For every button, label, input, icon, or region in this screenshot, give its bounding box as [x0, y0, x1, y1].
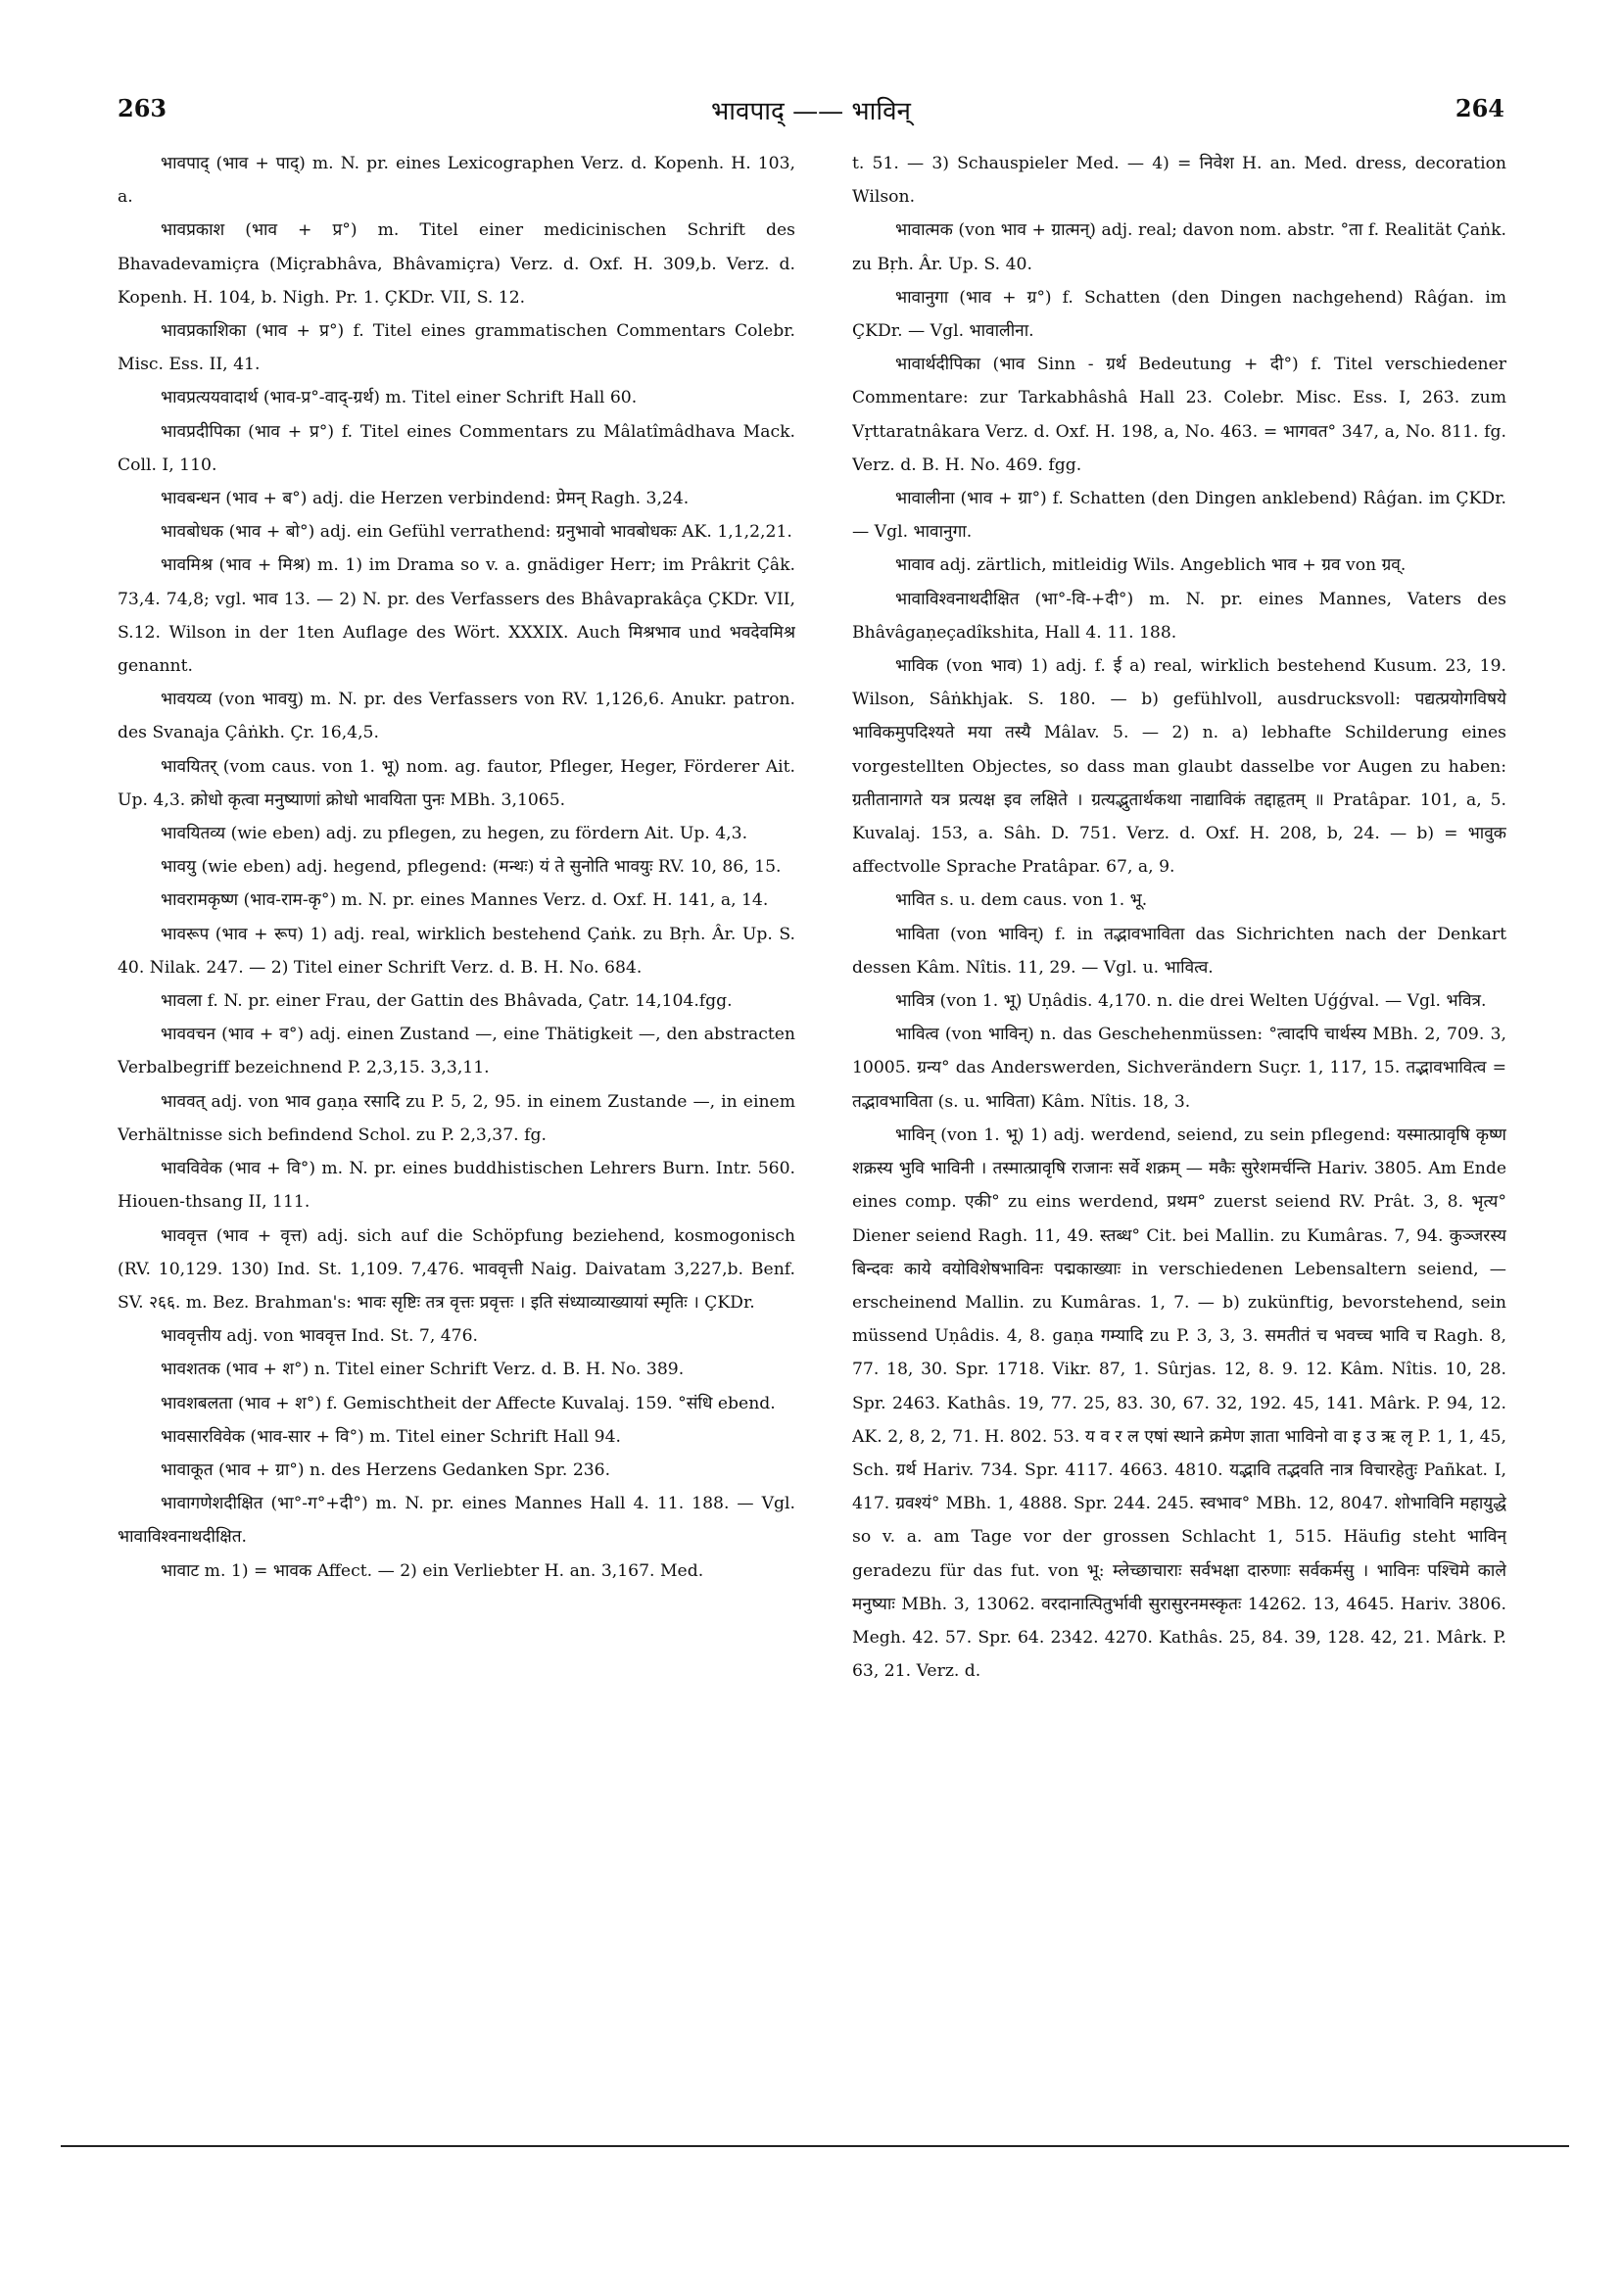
dictionary-entry: भाववृत्त (भाव + वृत्त) adj. sich auf die Schöpfung beziehend, kosmogonisch (RV. 10,129. 130) Ind. St. 1,109. 7,476. भाववृत्ती Naig. Daivatam 3,227,b. Benf. SV. २६६. m. Bez. Brahman's: भावः सृष्टिः तत्र वृत्तः प्रवृत्तः । इति संध्याव्याख्यायां स्मृतिः । ÇKDr.: [118, 1225, 795, 1313]
dictionary-entry: भावाविश्वनाथदीक्षित (भा°-वि-+दी°) m. N. pr. eines Mannes, Vaters des Bhâvâgaṇeçadîkshita, Hall 4. 11. 188.: [852, 589, 1506, 643]
dictionary-entry: भावसारविवेक (भाव-सार + वि°) m. Titel einer Schrift Hall 94.: [161, 1426, 621, 1447]
dictionary-entry: भावित s. u. dem caus. von 1. भू.: [895, 890, 1148, 911]
dictionary-entry: भावबोधक (भाव + बो°) adj. ein Gefühl verrathend: ग्रनुभावो भावबोधकः AK. 1,1,2,21.: [161, 522, 792, 543]
right-column: [852, 147, 1506, 1990]
dictionary-entry: भावयितव्य (wie eben) adj. zu pflegen, zu hegen, zu fördern Ait. Up. 4,3.: [161, 824, 748, 844]
dictionary-entry: भावप्रकाशिका (भाव + प्र°) f. Titel eines grammatischen Commentars Colebr. Misc. Ess. II, 41.: [118, 321, 795, 375]
dictionary-entry: t. 51. — 3) Schauspieler Med. — 4) = निवेश H. an. Med. dress, decoration Wilson.: [852, 154, 1506, 208]
dictionary-entry: भाववृत्तीय adj. von भाववृत्त Ind. St. 7, 476.: [161, 1326, 479, 1347]
dictionary-entry: भाववचन (भाव + व°) adj. einen Zustand —, eine Thätigkeit —, den abstracten Verbalbegriff bezeichnend P. 2,3,15. 3,3,11.: [118, 1025, 795, 1078]
dictionary-entry: भावशबलता (भाव + श°) f. Gemischtheit der Affecte Kuvalaj. 159. °संधि ebend.: [161, 1393, 776, 1413]
dictionary-entry: भाविता (von भाविन्) f. in तद्भावभाविता das Sichrichten nach der Denkart dessen Kâm. Nîtis. 11, 29. — Vgl. u. भावित्व.: [852, 924, 1506, 978]
dictionary-entry: भावाव adj. zärtlich, mitleidig Wils. Angeblich भाव + ग्रव von ग्रव्.: [895, 555, 1407, 576]
dictionary-entry: भावपाद् (भाव + पाद्) m. N. pr. eines Lexicographen Verz. d. Kopenh. H. 103, a.: [118, 154, 795, 208]
dictionary-entry: भावाकूत (भाव + ग्रा°) n. des Herzens Gedanken Spr. 236.: [161, 1459, 611, 1480]
dictionary-entry: भावबन्धन (भाव + ब°) adj. die Herzen verbindend: प्रेमन् Ragh. 3,24.: [161, 489, 690, 509]
dictionary-entry: भावाट m. 1) = भावक Affect. — 2) ein Verliebter H. an. 3,167. Med.: [161, 1560, 704, 1581]
dictionary-entry: भावालीना (भाव + ग्रा°) f. Schatten (den Dingen anklebend) Râǵan. im ÇKDr. — Vgl. भावानुगा.: [852, 489, 1506, 543]
dictionary-entry: भावयु (wie eben) adj. hegend, pflegend: (मन्थः) यं ते सुनोति भावयुः RV. 10, 86, 15.: [161, 857, 782, 878]
left-column: [118, 147, 795, 1990]
dictionary-entry: भावला f. N. pr. einer Frau, der Gattin des Bhâvada, Çatr. 14,104.fgg.: [161, 991, 733, 1012]
dictionary-entry: भाविन् (von 1. भू) 1) adj. werdend, seiend, zu sein pflegend: यस्मात्प्रावृषि कृष्ण शक्रस्य भुवि भाविनी । तस्मात्प्रावृषि राजानः सर्वे शक्रम् — मकैः सुरेशमर्चन्ति Hariv. 3805. Am Ende eines comp. एकी° zu eins werdend, प्रथम° zuerst seiend RV. Prât. 3, 8. भृत्य° Diener seiend Ragh. 11, 49. स्तब्ध° Cit. bei Mallin. zu Kumâras. 7, 94. कुञ्जरस्य बिन्दवः काये वयोविशेषभाविनः पद्मकाख्याः in verschiedenen Lebensaltern seiend, — erscheinend Mallin. zu Kumâras. 1, 7. — b) zukünftig, bevorstehend, sein müssend Uṇâdis. 4, 8. gaṇa गम्यादि zu P. 3, 3, 3. समतीतं च भवच्च भावि च Ragh. 8, 77. 18, 30. Spr. 1718. Vikr. 87, 1. Sûrjas. 12, 8. 9. 12. Kâm. Nîtis. 10, 28. Spr. 2463. Kathâs. 19, 77. 25, 83. 30, 67. 32, 192. 45, 141. Mârk. P. 94, 12. AK. 2, 8, 2, 71. H. 802. 53. य व र ल एषां स्थाने क्रमेण ज्ञाता भाविनो वा इ उ ऋ लृ P. 1, 1, 45, Sch. ग्रर्थ Hariv. 734. Spr. 4117. 4663. 4810. यद्भावि तद्भवति नात्र विचारहेतुः Pañkat. I, 417. ग्रवश्यं° MBh. 1, 4888. Spr. 244. 245. स्वभाव° MBh. 12, 8047. शोभाविनि महायुद्धे so v. a. am Tage vor der grossen Schlacht 1, 515. Häufig steht भाविन् geradezu für das fut. von भू: म्लेच्छाचाराः सर्वभक्षा दारुणाः सर्वकर्मसु । भाविनः पश्चिमे काले मनुष्याः MBh. 3, 13062. वरदानात्पितुर्भावी सुरासुरनमस्कृतः 14262. 13, 4645. Hariv. 3806. Megh. 42. 57. Spr. 64. 2342. 4270. Kathâs. 25, 84. 39, 128. 42, 21. Mârk. P. 63, 21. Verz. d.: [852, 1124, 1506, 1682]
dictionary-entry: भावयव्य (von भावयु) m. N. pr. des Verfassers von RV. 1,126,6. Anukr. patron. des Svanaja Çâṅkh. Çr. 16,4,5.: [118, 690, 795, 743]
dictionary-entry: भावप्रकाश (भाव + प्र°) m. Titel einer medicinischen Schrift des Bhavadevamiçra (Miçrabhâva, Bhâvamiçra) Verz. d. Oxf. H. 309,b. Verz. d. Kopenh. H. 104, b. Nigh. Pr. 1. ÇKDr. VII, S. 12.: [118, 220, 795, 308]
dictionary-entry: भावशतक (भाव + श°) n. Titel einer Schrift Verz. d. B. H. No. 389.: [161, 1360, 685, 1380]
dictionary-entry: भाववत् adj. von भाव gaṇa रसादि zu P. 5, 2, 95. in einem Zustande —, in einem Verhältnisse sich befindend Schol. zu P. 2,3,37. fg.: [118, 1091, 795, 1145]
dictionary-entry: भाविक (von भाव) 1) adj. f. ई a) real, wirklich bestehend Kusum. 23, 19. Wilson, Sâṅkhjak. S. 180. — b) gefühlvoll, ausdrucksvoll: पद्यत्प्रयोगविषये भाविकमुपदिश्यते मया तस्यै Mâlav. 5. — 2) n. a) lebhafte Schilderung eines vorgestellten Objectes, so dass man glaubt dasselbe vor Augen zu haben: ग्रतीतानागते यत्र प्रत्यक्ष इव लक्षिते । ग्रत्यद्भुतार्थकथा नाद्याविकं तद्दाहृतम् ॥ Pratâpar. 101, a, 5. Kuvalaj. 153, a. Sâh. D. 751. Verz. d. Oxf. H. 208, b, 24. — b) = भावुक affectvolle Sprache Pratâpar. 67, a, 9.: [852, 656, 1506, 878]
dictionary-entry: भावागणेशदीक्षित (भा°-ग°+दी°) m. N. pr. eines Mannes Hall 4. 11. 188. — Vgl. भावाविश्वनाथदीक्षित.: [118, 1494, 795, 1548]
page-number-right: 264: [1455, 94, 1504, 122]
dictionary-entry: भावरूप (भाव + रूप) 1) adj. real, wirklich bestehend Çaṅk. zu Bṛh. Âr. Up. S. 40. Nilak. 247. — 2) Titel einer Schrift Verz. d. B. H. No. 684.: [118, 924, 795, 978]
dictionary-entry: भावमिश्र (भाव + मिश्र) m. 1) im Drama so v. a. gnädiger Herr; im Prâkrit Çâk. 73,4. 74,8; vgl. भाव 13. — 2) N. pr. des Verfassers des Bhâvaprakâça ÇKDr. VII, S.12. Wilson in der 1ten Auflage des Wört. XXXIX. Auch मिश्रभाव und भवदेवमिश्र genannt.: [118, 555, 795, 677]
dictionary-entry: भावयितर् (vom caus. von 1. भू) nom. ag. fautor, Pfleger, Heger, Förderer Ait. Up. 4,3. क्रोधो कृत्वा मनुष्याणां क्रोधो भावयिता पुनः MBh. 3,1065.: [118, 756, 795, 810]
dictionary-entry: भावविवेक (भाव + वि°) m. N. pr. eines buddhistischen Lehrers Burn. Intr. 560. Hiouen-thsang II, 111.: [118, 1159, 795, 1213]
dictionary-entry: भावार्थदीपिका (भाव Sinn - ग्रर्थ Bedeutung + दी°) f. Titel verschiedener Commentare: zur Tarkabhâshâ Hall 23. Colebr. Misc. Ess. I, 263. zum Vṛttaratnâkara Verz. d. Oxf. H. 198, a, No. 463. = भागवत° 347, a, No. 811. fg. Verz. d. B. H. No. 469. fgg.: [852, 355, 1506, 475]
page-header: [118, 94, 1504, 133]
page-number-left: 263: [118, 94, 167, 122]
dictionary-entry: भावित्व (von भाविन्) n. das Geschehenmüssen: °त्वादपि चार्थस्य MBh. 2, 709. 3, 10005. ग्रन्य° das Anderswerden, Sichverändern Suçr. 1, 117, 15. तद्भावभावित्व = तद्भावभाविता (s. u. भाविता) Kâm. Nîtis. 18, 3.: [852, 1025, 1506, 1112]
dictionary-entry: भावप्रदीपिका (भाव + प्र°) f. Titel eines Commentars zu Mâlatîmâdhava Mack. Coll. I, 110.: [118, 421, 795, 475]
running-title: भावपाद् —— भाविन्: [711, 97, 911, 126]
dictionary-entry: भावानुगा (भाव + ग्र°) f. Schatten (den Dingen nachgehend) Râǵan. im ÇKDr. — Vgl. भावालीना.: [852, 287, 1506, 342]
dictionary-entry: भावित्र (von 1. भू) Uṇâdis. 4,170. n. die drei Welten Uǵǵval. — Vgl. भवित्र.: [895, 991, 1487, 1012]
dictionary-entry: भावात्मक (von भाव + ग्रात्मन्) adj. real; davon nom. abstr. °ता f. Realität Çaṅk. zu Bṛh. Âr. Up. S. 40.: [852, 220, 1506, 274]
bottom-rule: [61, 2145, 1569, 2147]
dictionary-entry: भावप्रत्ययवादार्थ (भाव-प्र°-वाद्-ग्रर्थ) m. Titel einer Schrift Hall 60.: [161, 388, 638, 408]
dictionary-entry: भावरामकृष्ण (भाव-राम-कृ°) m. N. pr. eines Mannes Verz. d. Oxf. H. 141, a, 14.: [161, 890, 769, 911]
